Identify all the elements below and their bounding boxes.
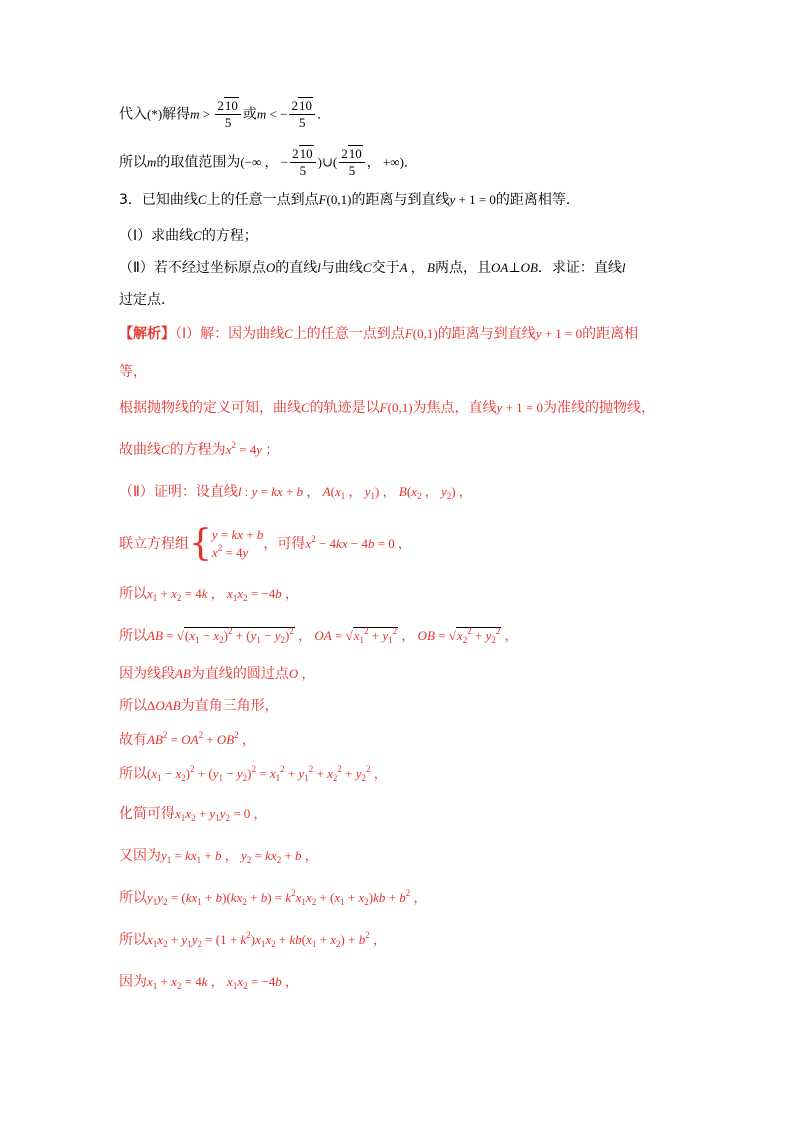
solution-lengths: 所以AB = $√(x_1 - x_2)^2 + (y_1 - y_2)^2$ ， OA = $√x_1^2 + y_1^2$ ， OB = $√x_2^2 + y_2^2$ ， — [119, 626, 518, 645]
question-part-2: （Ⅱ）若不经过坐标原点O的直线l与曲线C交于A ， B两点，且OA⊥OB．求证：直线l — [119, 260, 626, 276]
question-part-1: （Ⅰ）求曲线C的方程； — [119, 228, 258, 244]
line-range: 所以m的取值范围为(−∞ ， − $\frac{210}{5}$ )∪( $\frac{210}{5}$ ， +∞)． — [119, 146, 417, 178]
solution-vieta: 所以$x_1 + x_2 = 4k$ ， $x_1x_2 = -4b$ ， — [119, 586, 299, 603]
solution-combined: 所以$x_1x_2 + y_1y_2 = (1 + k^2)x_1x_2 + kb(x_1 + x_2) + b^2$ ， — [119, 930, 386, 949]
solution-product-y: 所以$y_1y_2 = (kx_1 + b)(kx_2 + b) = k^2x_1x_2 + (x_1 + x_2)kb + b^2$ ， — [119, 888, 427, 907]
solution-part-1-cont: 等， — [119, 364, 147, 380]
solution-parabola-definition: 根据抛物线的定义可知，曲线C的轨迹是以F(0,1)为焦点，直线y + 1 = 0为准线的抛物线， — [119, 400, 655, 416]
solution-part-1: 【解析】（Ⅰ）解：因为曲线C上的任意一点到点F(0,1)的距离与到直线y + 1 = 0的距离相 — [119, 326, 639, 342]
solution-line-points: 又因为$y_1 = kx_1 + b$ ， $y_2 = kx_2 + b$ ， — [119, 848, 318, 865]
solution-system: 联立方程组{ y = kx + b $x^2 = 4y$ ，可得$x^2 - 4kx - 4b = 0$ ， — [119, 523, 412, 564]
solution-simplify: 化简可得$x_1x_2 + y_1y_2 = 0$ ， — [119, 806, 267, 823]
solution-part-2: （Ⅱ）证明：设直线l : y = kx + b ， $A(x_1$ ， $y_1$) ， $B(x_2$ ， $y_2$) ， — [119, 484, 472, 501]
line-substitute: 代入(*)解得m > $\frac{210}{5}$ 或m < − $\frac{210}{5}$ ． — [119, 98, 330, 130]
solution-expand: 所以$(x_1 - x_2)^2 + (y_1 - y_2)^2 = x_1^2 + y_1^2 + x_2^2 + y_2^2$ ， — [119, 764, 387, 783]
solution-vieta-again: 因为$x_1 + x_2 = 4k$ ， $x_1x_2 = -4b$ ， — [119, 974, 299, 991]
solution-pythagoras: 故有$AB^2 = OA^2 + OB^2$ ， — [119, 730, 256, 748]
solution-right-triangle: 所以ΔOAB为直角三角形， — [119, 698, 279, 714]
question-3: 3．已知曲线C上的任意一点到点F(0,1)的距离与到直线y + 1 = 0的距离相等． — [119, 192, 580, 208]
solution-circle: 因为线段AB为直线的圆过点O ， — [119, 666, 315, 682]
question-part-2-cont: 过定点． — [119, 292, 175, 308]
solution-curve-equation: 故曲线C的方程为$x^2 = 4y$ ； — [119, 440, 279, 458]
